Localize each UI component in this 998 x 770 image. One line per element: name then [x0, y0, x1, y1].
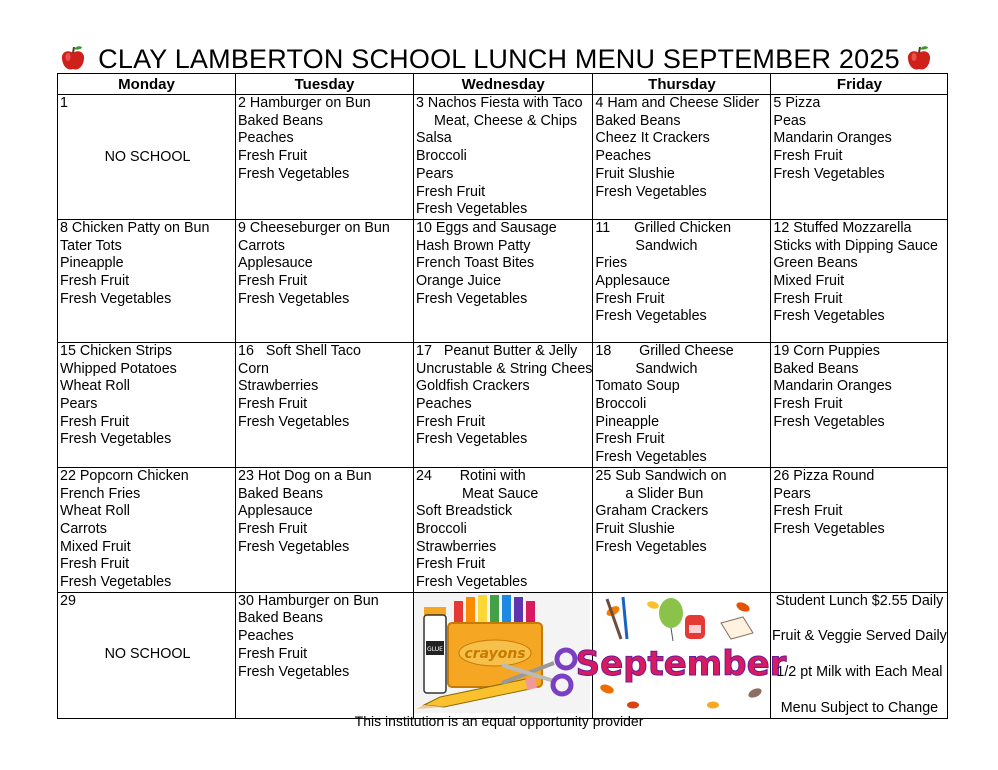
menu-line: Applesauce: [595, 273, 671, 290]
page-title: CLAY LAMBERTON SCHOOL LUNCH MENU SEPTEMBER 2025: [98, 44, 900, 74]
menu-line: Mandarin Oranges: [773, 130, 892, 147]
menu-line: Sticks with Dipping Sauce: [773, 237, 938, 254]
menu-line: Salsa: [416, 130, 452, 147]
menu-line: Meat Sauce: [462, 485, 539, 502]
menu-line: Fresh Fruit: [595, 431, 665, 448]
menu-line: Fresh Fruit: [773, 290, 843, 307]
menu-line: Wheat Roll: [60, 378, 130, 395]
day-cell: [771, 467, 948, 592]
menu-line: Fresh Fruit: [773, 503, 843, 520]
menu-line: 16 Soft Shell Taco: [238, 342, 361, 359]
glue-label: GLUE: [427, 645, 443, 653]
milk-note: 1/2 pt Milk with Each Meal: [776, 664, 943, 681]
menu-line: 8 Chicken Patty on Bun: [60, 219, 210, 236]
day-cell: [58, 219, 236, 342]
day-cell: [58, 592, 236, 718]
day-header: Thursday: [593, 74, 771, 95]
menu-line: Applesauce: [238, 503, 313, 520]
menu-line: Fresh Vegetables: [238, 663, 350, 680]
menu-line: Fresh Fruit: [773, 148, 843, 165]
menu-line: 26 Pizza Round: [773, 467, 875, 484]
menu-line: Fresh Fruit: [60, 413, 130, 430]
menu-line: Carrots: [60, 520, 107, 537]
september-art-cell: [576, 592, 787, 718]
menu-line: Pineapple: [595, 413, 660, 430]
menu-line: Fresh Vegetables: [416, 290, 528, 307]
week-row: [58, 95, 948, 220]
menu-line: French Toast Bites: [416, 255, 535, 272]
menu-line: Broccoli: [416, 148, 467, 165]
menu-line: Meat, Cheese & Chips: [434, 112, 578, 129]
menu-line: Fries: [595, 255, 628, 272]
menu-line: 5 Pizza: [773, 95, 821, 111]
no-school-note: NO SCHOOL: [104, 148, 191, 165]
day-cell: [414, 342, 593, 467]
menu-line: Fresh Vegetables: [238, 290, 350, 307]
menu-line: 4 Ham and Cheese Slider: [595, 95, 760, 111]
week-row: [58, 219, 948, 342]
menu-line: 24 Rotini with: [416, 467, 526, 484]
menu-line: Pears: [416, 165, 454, 182]
day-header: Monday: [58, 74, 236, 95]
menu-line: Fresh Fruit: [238, 273, 308, 290]
menu-line: Whipped Potatoes: [60, 360, 177, 377]
menu-line: Mixed Fruit: [60, 538, 131, 555]
day-cell: [58, 95, 236, 220]
menu-line: Fresh Fruit: [60, 556, 130, 573]
menu-line: 23 Hot Dog on a Bun: [238, 467, 372, 484]
menu-line: 30 Hamburger on Bun: [238, 592, 379, 609]
equal-opportunity-footer: This institution is an equal opportunity provider: [354, 713, 644, 729]
day-cell: [236, 467, 414, 592]
crayons-label: crayons: [464, 645, 526, 662]
menu-line: Fresh Vegetables: [60, 431, 172, 448]
day-cell: [236, 219, 414, 342]
menu-line: Baked Beans: [773, 360, 859, 377]
info-cell: [771, 592, 948, 718]
menu-line: Peaches: [238, 628, 294, 645]
menu-line: Fresh Vegetables: [773, 165, 885, 182]
menu-line: Peaches: [595, 148, 652, 165]
day-cell: [236, 342, 414, 467]
menu-line: Fresh Vegetables: [595, 183, 707, 200]
student-lunch-price: Student Lunch $2.55 Daily: [775, 592, 944, 609]
date-number: 29: [60, 592, 76, 609]
menu-line: Fruit Slushie: [595, 165, 675, 182]
menu-line: Fresh Vegetables: [595, 538, 707, 555]
menu-line: Wheat Roll: [60, 503, 130, 520]
menu-line: Fresh Vegetables: [416, 201, 528, 218]
menu-line: Fresh Vegetables: [238, 165, 350, 182]
week-row: [58, 467, 948, 592]
menu-line: Orange Juice: [416, 273, 502, 290]
day-header-row: [58, 74, 948, 95]
day-cell: [771, 95, 948, 220]
menu-line: Tomato Soup: [595, 378, 680, 395]
day-cell: [593, 342, 771, 467]
menu-line: Sandwich: [635, 237, 698, 254]
day-cell: [58, 342, 236, 467]
day-cell: [414, 467, 593, 592]
menu-line: Peas: [773, 112, 807, 129]
menu-line: Mandarin Oranges: [773, 378, 892, 395]
menu-line: Mixed Fruit: [773, 273, 845, 290]
menu-line: 9 Cheeseburger on Bun: [238, 219, 390, 236]
menu-line: Fresh Fruit: [60, 273, 130, 290]
day-cell: [58, 467, 236, 592]
menu-line: Strawberries: [238, 378, 319, 395]
menu-line: Pineapple: [60, 255, 124, 272]
menu-line: a Slider Bun: [625, 485, 704, 502]
september-word: September: [576, 643, 787, 684]
menu-line: Fruit Slushie: [595, 520, 675, 537]
menu-line: Fresh Fruit: [238, 148, 308, 165]
menu-line: Fresh Vegetables: [238, 538, 350, 555]
menu-line: Fresh Vegetables: [595, 449, 707, 466]
menu-line: Fresh Vegetables: [60, 574, 172, 591]
menu-line: Hash Brown Patty: [416, 237, 531, 254]
menu-line: Fresh Fruit: [238, 645, 308, 662]
menu-line: 17 Peanut Butter & Jelly: [416, 342, 578, 359]
menu-line: 2 Hamburger on Bun: [238, 95, 371, 111]
menu-line: 12 Stuffed Mozzarella: [773, 219, 912, 236]
menu-line: Broccoli: [595, 396, 647, 413]
day-header: Friday: [771, 74, 948, 95]
menu-line: Fresh Fruit: [416, 413, 486, 430]
menu-line: Pears: [773, 485, 811, 502]
menu-line: Fresh Fruit: [595, 290, 665, 307]
no-school-note: NO SCHOOL: [104, 646, 191, 663]
day-cell: [593, 467, 771, 592]
menu-line: Fresh Vegetables: [238, 413, 350, 430]
menu-line: Green Beans: [773, 255, 858, 272]
menu-line: Fresh Vegetables: [773, 520, 885, 537]
menu-line: Uncrustable & String Chees: [416, 360, 593, 377]
september-illustration: [576, 593, 787, 713]
date-number: 1: [60, 95, 68, 111]
menu-line: Baked Beans: [238, 112, 324, 129]
menu-line: Sandwich: [635, 360, 698, 377]
week-row: [58, 342, 948, 467]
menu-line: Baked Beans: [238, 610, 324, 627]
day-header: Wednesday: [414, 74, 593, 95]
day-cell: [236, 592, 414, 718]
menu-change-note: Menu Subject to Change: [780, 699, 939, 716]
menu-line: 25 Sub Sandwich on: [595, 467, 727, 484]
menu-line: Carrots: [238, 237, 285, 254]
menu-line: Goldfish Crackers: [416, 378, 530, 395]
menu-line: Graham Crackers: [595, 503, 709, 520]
menu-line: Fresh Fruit: [416, 556, 486, 573]
day-cell: [771, 219, 948, 342]
menu-line: Fresh Vegetables: [416, 574, 528, 591]
menu-line: Fresh Fruit: [238, 520, 308, 537]
day-cell: [771, 342, 948, 467]
menu-line: Fresh Fruit: [773, 396, 843, 413]
menu-line: Pears: [60, 396, 98, 413]
menu-line: Baked Beans: [238, 485, 324, 502]
menu-line: Fresh Vegetables: [416, 431, 528, 448]
week-row: [58, 592, 948, 718]
menu-line: Tater Tots: [60, 237, 122, 254]
menu-line: Peaches: [416, 396, 472, 413]
menu-line: Peaches: [238, 130, 294, 147]
menu-line: 22 Popcorn Chicken: [60, 467, 189, 484]
menu-line: Fresh Vegetables: [773, 308, 885, 325]
menu-line: 3 Nachos Fiesta with Taco: [416, 95, 583, 111]
menu-line: 11 Grilled Chicken: [595, 219, 732, 236]
crayons-illustration: [414, 593, 590, 713]
fruit-veggie-note: Fruit & Veggie Served Daily: [772, 628, 947, 645]
menu-calendar: [57, 73, 948, 719]
menu-line: Applesauce: [238, 255, 313, 272]
menu-line: Fresh Fruit: [416, 183, 486, 200]
menu-line: Soft Breadstick: [416, 503, 513, 520]
menu-line: Fresh Vegetables: [595, 308, 707, 325]
menu-line: Fresh Vegetables: [773, 413, 885, 430]
menu-line: Broccoli: [416, 520, 467, 537]
day-cell: [236, 95, 414, 220]
day-cell: [414, 219, 593, 342]
menu-line: 19 Corn Puppies: [773, 342, 880, 359]
menu-line: 10 Eggs and Sausage: [416, 219, 557, 236]
menu-line: Cheez It Crackers: [595, 130, 710, 147]
menu-line: Baked Beans: [595, 112, 681, 129]
day-cell: [593, 219, 771, 342]
day-cell: [593, 95, 771, 220]
day-header: Tuesday: [236, 74, 414, 95]
menu-line: 15 Chicken Strips: [60, 342, 173, 359]
menu-line: 18 Grilled Cheese: [595, 342, 734, 359]
menu-line: French Fries: [60, 485, 141, 502]
menu-line: Strawberries: [416, 538, 497, 555]
menu-line: Corn: [238, 360, 269, 377]
day-cell: [414, 95, 593, 220]
crayons-art-cell: [414, 592, 593, 718]
menu-line: Fresh Fruit: [238, 396, 308, 413]
menu-line: Fresh Vegetables: [60, 290, 172, 307]
